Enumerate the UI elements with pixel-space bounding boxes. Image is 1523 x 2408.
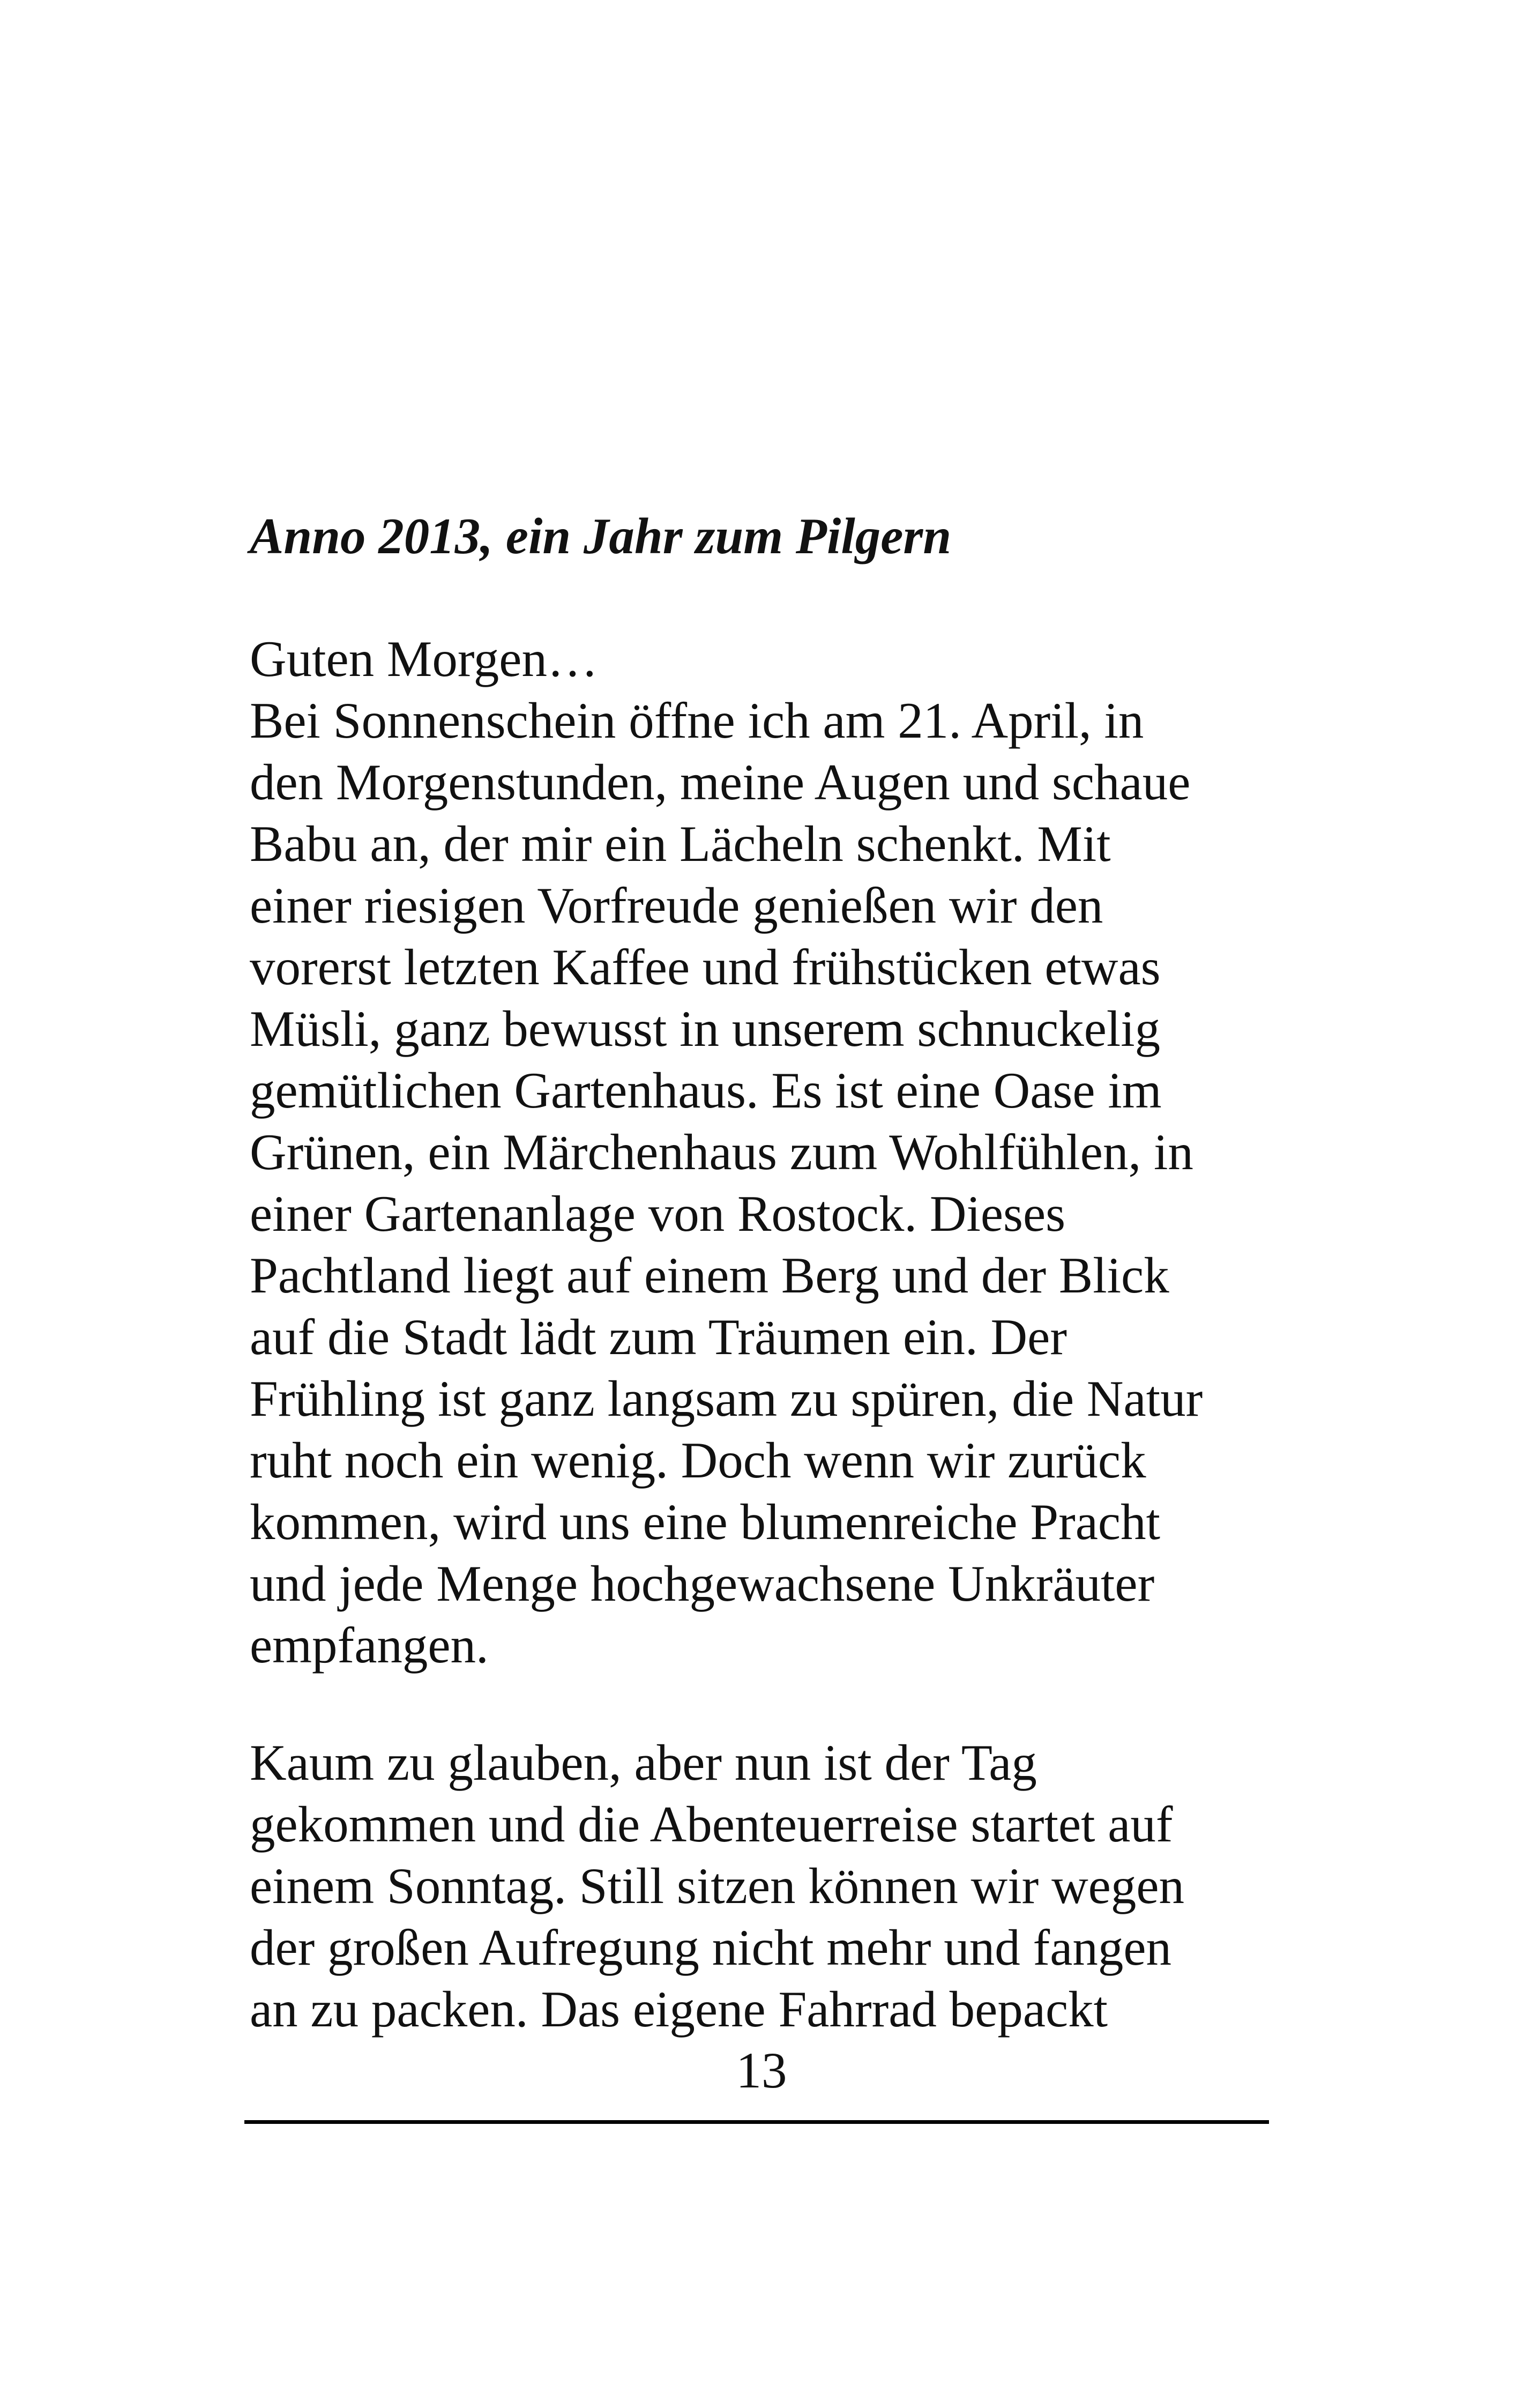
- text-line: an zu packen. Das eigene Fahrrad bepackt: [250, 1981, 1108, 2038]
- text-line: Müsli, ganz bewusst in unserem schnuckelig: [250, 1000, 1161, 1057]
- text-line: einer Gartenanlage von Rostock. Dieses: [250, 1185, 1066, 1242]
- text-line: gemütlichen Gartenhaus. Es ist eine Oase im: [250, 1062, 1162, 1119]
- text-line: ruht noch ein wenig. Doch wenn wir zurück: [250, 1432, 1146, 1489]
- text-line: einer riesigen Vorfreude genießen wir den: [250, 877, 1103, 934]
- text-line: Pachtland liegt auf einem Berg und der Blick: [250, 1247, 1169, 1304]
- text-line: einem Sonntag. Still sitzen können wir wegen: [250, 1857, 1185, 1914]
- text-line: Frühling ist ganz langsam zu spüren, die Natur: [250, 1370, 1203, 1427]
- text-line: Grünen, ein Märchenhaus zum Wohlfühlen, in: [250, 1124, 1193, 1180]
- text-line: Guten Morgen…: [250, 630, 598, 687]
- text-line: vorerst letzten Kaffee und frühstücken etwas: [250, 939, 1161, 995]
- text-line: und jede Menge hochgewachsene Unkräuter: [250, 1555, 1155, 1612]
- text-line: auf die Stadt lädt zum Träumen ein. Der: [250, 1309, 1067, 1365]
- chapter-title: Anno 2013, ein Jahr zum Pilgern: [250, 508, 952, 564]
- text-line: gekommen und die Abenteuerreise startet auf: [250, 1796, 1173, 1853]
- text-line: den Morgenstunden, meine Augen und schaue: [250, 754, 1191, 811]
- text-line: Bei Sonnenschein öffne ich am 21. April, in: [250, 692, 1144, 749]
- text-line: empfangen.: [250, 1617, 489, 1674]
- text-line: kommen, wird uns eine blumenreiche Pracht: [250, 1493, 1160, 1550]
- text-line: Babu an, der mir ein Lächeln schenkt. Mit: [250, 815, 1111, 872]
- text-line: Kaum zu glauben, aber nun ist der Tag: [250, 1734, 1037, 1791]
- page-number: 13: [736, 2042, 787, 2099]
- paragraph-2: [250, 1732, 1184, 2040]
- text-line: der großen Aufregung nicht mehr und fangen: [250, 1919, 1172, 1976]
- paragraph-1: [250, 628, 1203, 1676]
- footer-divider: [244, 2120, 1269, 2124]
